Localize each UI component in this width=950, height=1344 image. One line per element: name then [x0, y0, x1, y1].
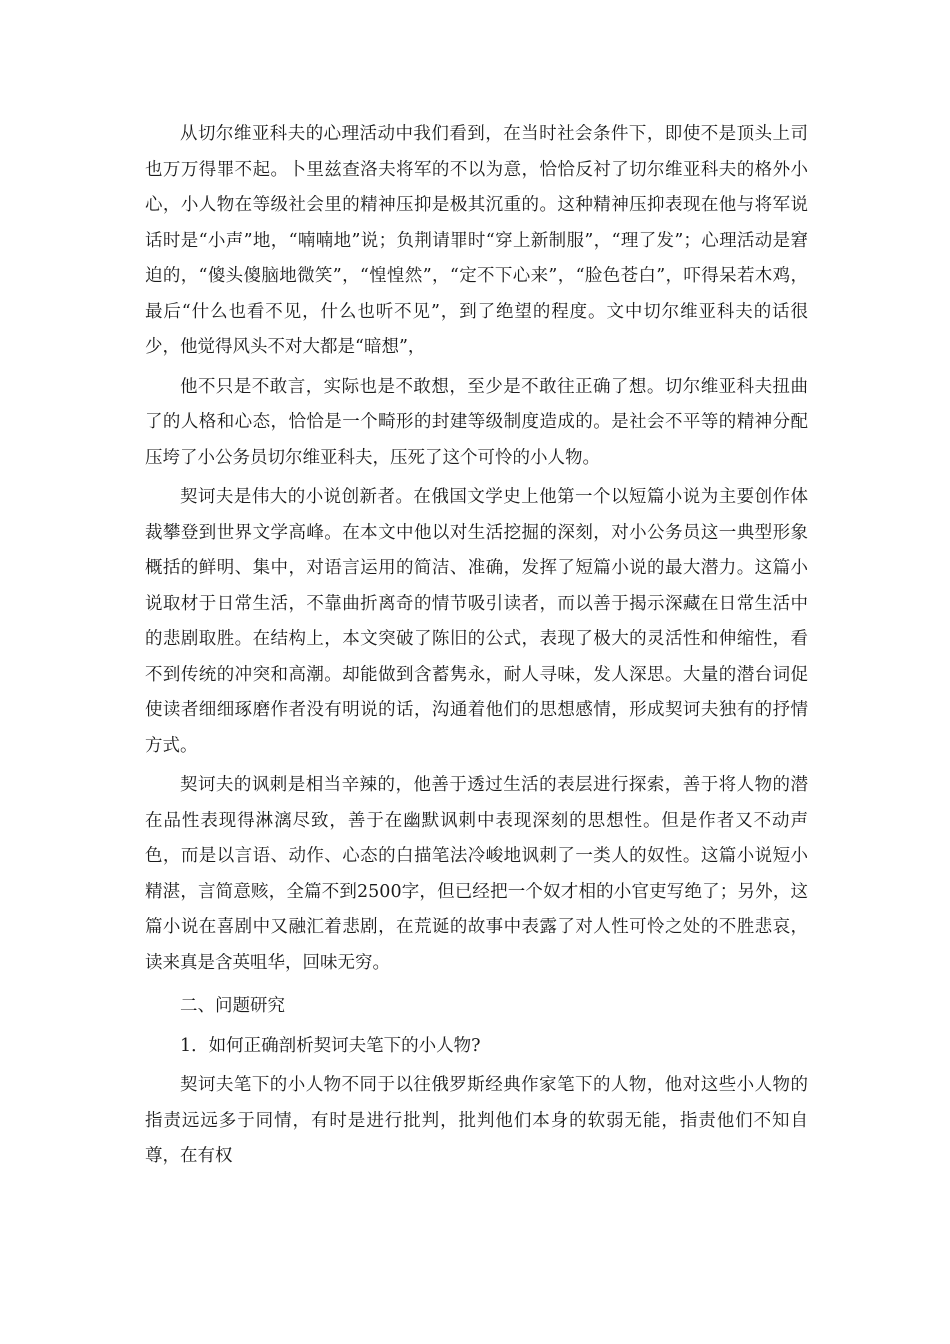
- paragraph-chekhov-satire: 契诃夫的讽刺是相当辛辣的，他善于透过生活的表层进行探索，善于将人物的潜在品性表现得淋漓尽致，善于在幽默讽刺中表现深刻的思想性。但是作者又不动声色，而是以言语、动作、心态的白描笔法冷峻地讽刺了一类人的奴性。这篇小说短小精湛，言简意赅，全篇不到2500字，但已经把一个奴才相的小官吏写绝了；另外，这篇小说在喜剧中又融汇着悲剧，在荒诞的故事中表露了对人性可怜之处的不胜悲哀，读来真是含英咀华，回味无穷。: [145, 775, 808, 973]
- question-heading: 1．如何正确剖析契诃夫笔下的小人物?: [180, 1035, 481, 1056]
- paragraph-psychology: 从切尔维亚科夫的心理活动中我们看到，在当时社会条件下，即使不是顶头上司也万万得罪不起。卜里兹查洛夫将军的不以为意，恰恰反衬了切尔维亚科夫的格外小心，小人物在等级社会里的精神压抑是极其沉重的。这种精神压抑表现在他与将军说话时是“小声”地，“喃喃地”说；负荆请罪时“穿上新制服”，“理了发”；心理活动是窘迫的，“傻头傻脑地微笑”，“惶惶然”，“定不下心来”，“脸色苍白”，吓得呆若木鸡，最后“什么也看不见，什么也听不见”，到了绝望的程度。文中切尔维亚科夫的话很少，他觉得风头不对大都是“暗想”，: [145, 124, 808, 357]
- document-body: [145, 117, 808, 1175]
- paragraph-chekhov-innovator: 契诃夫是伟大的小说创新者。在俄国文学史上他第一个以短篇小说为主要创作体裁攀登到世界文学高峰。在本文中他以对生活挖掘的深刻，对小公务员这一典型形象概括的鲜明、集中，对语言运用的简洁、准确，发挥了短篇小说的最大潜力。这篇小说取材于日常生活，不靠曲折离奇的情节吸引读者，而以善于揭示深藏在日常生活中的悲剧取胜。在结构上，本文突破了陈旧的公式，表现了极大的灵活性和伸缩性，看不到传统的冲突和高潮。却能做到含蓄隽永，耐人寻味，发人深思。大量的潜台词促使读者细细琢磨作者没有明说的话，沟通着他们的思想感情，形成契诃夫独有的抒情方式。: [145, 487, 808, 756]
- paragraph-distorted-personality: 他不只是不敢言，实际也是不敢想，至少是不敢往正确了想。切尔维亚科夫扭曲了的人格和心态，恰恰是一个畸形的封建等级制度造成的。是社会不平等的精神分配压垮了小公务员切尔维亚科夫，压死了这个可怜的小人物。: [145, 376, 808, 468]
- paragraph-answer: 契诃夫笔下的小人物不同于以往俄罗斯经典作家笔下的人物，他对这些小人物的指责远远多于同情，有时是进行批判，批判他们本身的软弱无能，指责他们不知自尊，在有权: [145, 1075, 808, 1166]
- section-heading: 二、问题研究: [180, 996, 285, 1016]
